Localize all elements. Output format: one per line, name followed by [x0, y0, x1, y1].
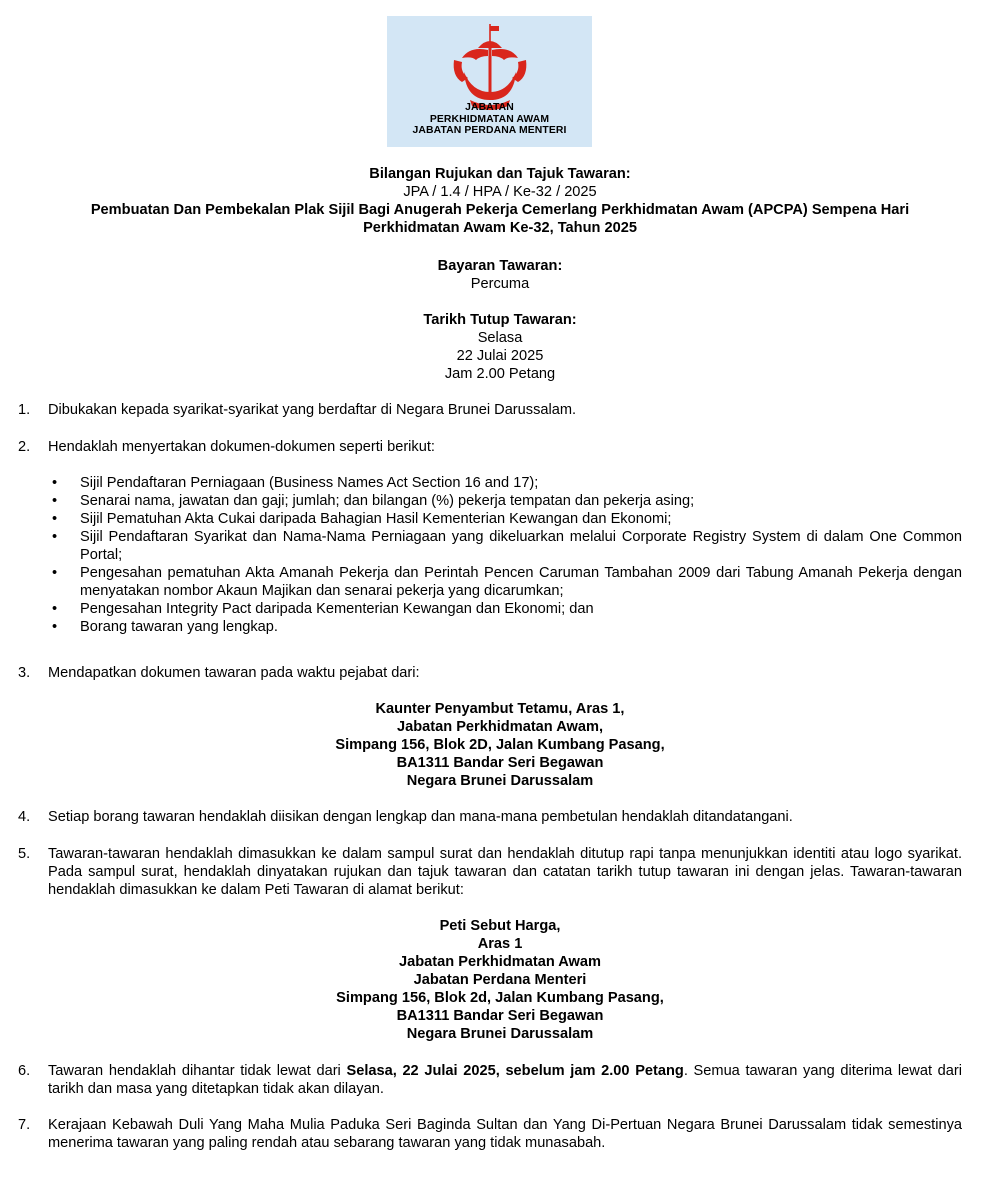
item-number: 1.: [18, 402, 31, 418]
document-text: Sijil Pendaftaran Perniagaan (Business Names Act Section 16 and 17);: [80, 475, 539, 491]
item-text: Setiap borang tawaran hendaklah diisikan dengan lengkap dan mana-mana pembetulan hendaklah ditandatangani.: [48, 809, 793, 825]
fee-section: [30, 257, 970, 293]
address-line: BA1311 Bandar Seri Begawan: [396, 1008, 604, 1024]
fee-value: Percuma: [470, 276, 530, 292]
address-line: Simpang 156, Blok 2d, Jalan Kumbang Pasang,: [336, 990, 664, 1006]
document-text: Sijil Pendaftaran Syarikat dan Nama-Nama Perniagaan yang dikeluarkan melalui Corporate Registry System di dalam One Common Portal;: [80, 529, 962, 563]
tender-title-line-2: Perkhidmatan Awam Ke-32, Tahun 2025: [363, 220, 637, 236]
tender-box-address: [30, 917, 970, 1043]
item-text: Hendaklah menyertakan dokumen-dokumen seperti berikut:: [48, 439, 435, 455]
item-text: Dibukakan kepada syarikat-syarikat yang berdaftar di Negara Brunei Darussalam.: [48, 402, 577, 418]
bullet-icon: •: [52, 493, 58, 509]
closing-section: [30, 311, 970, 383]
list-item-4: [18, 808, 962, 826]
bullet-icon: •: [52, 619, 58, 635]
closing-time: Jam 2.00 Petang: [444, 366, 556, 382]
counter-address: [30, 700, 970, 790]
bullet-icon: •: [52, 601, 58, 617]
logo-line-1: JABATAN: [465, 102, 514, 113]
address-line: Aras 1: [477, 936, 523, 952]
item-text: Tawaran-tawaran hendaklah dimasukkan ke dalam sampul surat dan hendaklah ditutup rapi tanpa menunjukkan identiti atau logo syarikat. Pada sampul surat, hendaklah dinyatakan rujukan dan tajuk tawaran dan catatan tarikh tutup tawaran ini dengan jelas. Tawaran-tawaran hendaklah dimasukkan ke dalam Peti Tawaran di alamat berikut:: [48, 846, 962, 898]
document-text: Senarai nama, jawatan dan gaji; jumlah; dan bilangan (%) pekerja tempatan dan pekerja asing;: [80, 493, 695, 509]
bullet-icon: •: [52, 475, 58, 491]
item-number: 2.: [18, 439, 31, 455]
item-number: 6.: [18, 1063, 31, 1079]
list-item-2: [18, 438, 962, 456]
address-line: BA1311 Bandar Seri Begawan: [396, 755, 604, 771]
list-item-3: [18, 664, 962, 682]
document-list-item: [48, 492, 962, 510]
address-line: Jabatan Perkhidmatan Awam,: [396, 719, 603, 735]
department-logo: [387, 16, 592, 147]
address-line: Simpang 156, Blok 2D, Jalan Kumbang Pasang,: [335, 737, 665, 753]
reference-heading: Bilangan Rujukan dan Tajuk Tawaran:: [369, 166, 631, 182]
document-text: Borang tawaran yang lengkap.: [80, 619, 278, 635]
reference-number: JPA / 1.4 / HPA / Ke-32 / 2025: [403, 184, 597, 200]
logo-line-2: PERKHIDMATAN AWAM: [429, 113, 550, 125]
fee-heading: Bayaran Tawaran:: [437, 258, 563, 274]
item-text: Kerajaan Kebawah Duli Yang Maha Mulia Paduka Seri Baginda Sultan dan Yang Di-Pertuan Negara Brunei Darussalam tidak semestinya menerima tawaran yang paling rendah atau sebarang tawaran yang tidak munasabah.: [48, 1117, 962, 1151]
address-line: Peti Sebut Harga,: [439, 918, 561, 934]
bullet-icon: •: [52, 529, 58, 545]
closing-date: 22 Julai 2025: [456, 348, 544, 364]
document-list-item: [48, 618, 962, 636]
closing-heading: Tarikh Tutup Tawaran:: [423, 312, 577, 328]
address-line: Jabatan Perkhidmatan Awam: [399, 954, 601, 970]
list-item-6: [18, 1062, 962, 1098]
logo-line-3: JABATAN PERDANA MENTERI: [412, 125, 567, 136]
deadline-emphasis: Selasa, 22 Julai 2025, sebelum jam 2.00 Petang: [346, 1063, 684, 1079]
item-number: 5.: [18, 846, 31, 862]
address-line: Negara Brunei Darussalam: [406, 773, 594, 789]
bullet-icon: •: [52, 565, 58, 581]
item-text: Mendapatkan dokumen tawaran pada waktu pejabat dari:: [48, 665, 420, 681]
list-item-5: [18, 845, 962, 899]
item-number: 7.: [18, 1117, 31, 1133]
address-line: Kaunter Penyambut Tetamu, Aras 1,: [375, 701, 625, 717]
list-item-7: [18, 1116, 962, 1152]
logo-text: [387, 102, 592, 137]
brunei-crest-icon: [442, 20, 538, 112]
address-line: Jabatan Perdana Menteri: [413, 972, 587, 988]
document-list-item: [48, 564, 962, 600]
item-number: 3.: [18, 665, 31, 681]
document-text: Pengesahan Integrity Pact daripada Kementerian Kewangan dan Ekonomi; dan: [80, 601, 594, 617]
item-text-end: . Semua tawaran yang diterima lewat dari tarikh dan masa yang ditetapkan tidak akan dilayan.: [48, 1063, 962, 1097]
reference-section: [30, 165, 970, 237]
closing-day: Selasa: [477, 330, 523, 346]
list-item-1: [18, 401, 962, 419]
item-number: 4.: [18, 809, 31, 825]
document-list-item: [48, 600, 962, 618]
tender-title-line-1: Pembuatan Dan Pembekalan Plak Sijil Bagi Anugerah Pekerja Cemerlang Perkhidmatan Awam (APCPA) Sempena Hari: [90, 202, 910, 218]
item-text: [48, 1062, 962, 1098]
document-list: [48, 474, 962, 636]
document-list-item: [48, 510, 962, 528]
bullet-icon: •: [52, 511, 58, 527]
document-text: Sijil Pematuhan Akta Cukai daripada Bahagian Hasil Kementerian Kewangan dan Ekonomi;: [80, 511, 672, 527]
document-list-item: [48, 474, 962, 492]
address-line: Negara Brunei Darussalam: [406, 1026, 594, 1042]
document-list-item: [48, 528, 962, 564]
document-text: Pengesahan pematuhan Akta Amanah Pekerja dan Perintah Pencen Caruman Tambahan 2009 dari Tabung Amanah Pekerja dengan menyatakan nombor Akaun Majikan dan senarai pekerja yang dicarumkan;: [80, 565, 962, 599]
item-text-start: Tawaran hendaklah dihantar tidak lewat dari: [48, 1063, 347, 1079]
